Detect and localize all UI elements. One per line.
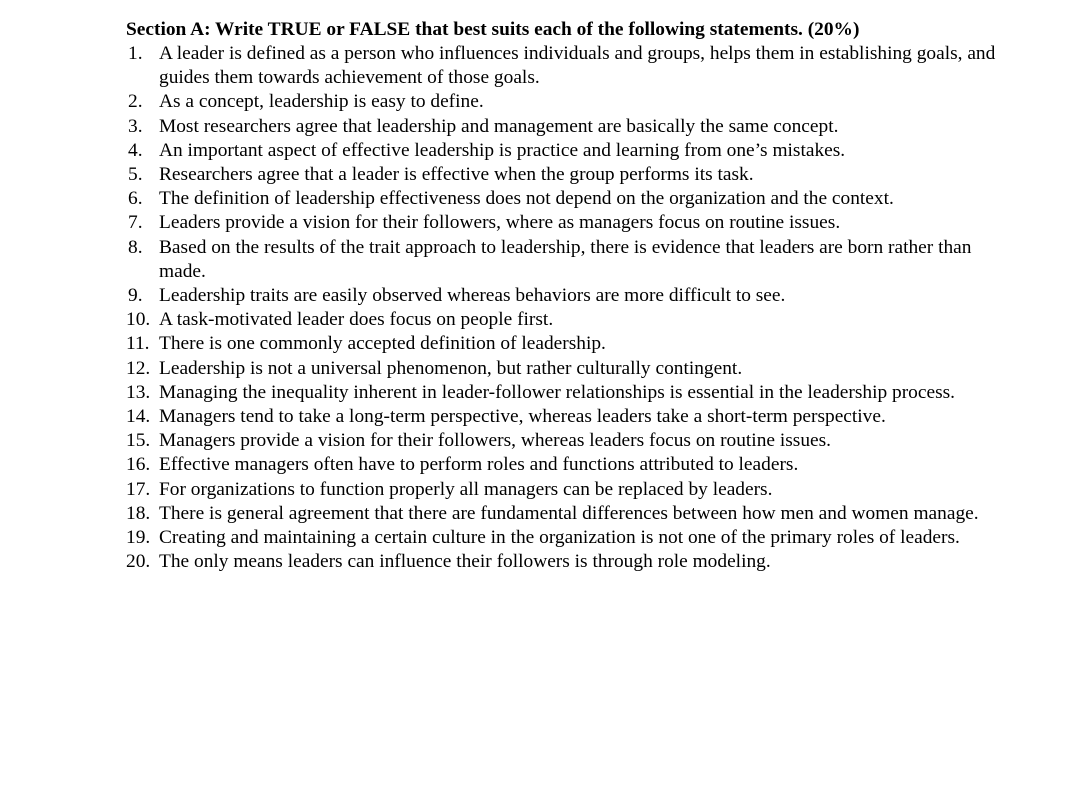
question-item bbox=[126, 502, 1006, 526]
question-item bbox=[126, 332, 1006, 356]
question-text: The definition of leadership effectiveness does not depend on the organization and the context. bbox=[159, 188, 894, 210]
question-number: 15. bbox=[126, 430, 151, 452]
question-list bbox=[126, 42, 1006, 574]
question-item bbox=[126, 453, 1006, 477]
question-text: The only means leaders can influence their followers is through role modeling. bbox=[159, 551, 771, 573]
question-number: 1. bbox=[128, 43, 143, 64]
question-number: 13. bbox=[126, 381, 151, 403]
question-item bbox=[126, 526, 1006, 550]
question-item bbox=[126, 308, 1006, 332]
question-number: 9. bbox=[128, 285, 143, 307]
question-number: 17. bbox=[126, 478, 151, 500]
question-item bbox=[126, 284, 1006, 308]
question-text: As a concept, leadership is easy to define. bbox=[159, 91, 484, 113]
question-number: 19. bbox=[126, 527, 151, 549]
question-number: 4. bbox=[128, 139, 143, 161]
question-text: There is general agreement that there are fundamental differences between how men and women manage. bbox=[159, 502, 979, 524]
question-item bbox=[126, 42, 1006, 90]
question-number: 12. bbox=[126, 357, 151, 379]
question-item bbox=[126, 163, 1006, 187]
question-number: 10. bbox=[126, 309, 151, 331]
question-text: A leader is defined as a person who influences individuals and groups, helps them in establishing goals, and guides them towards achievement of those goals. bbox=[159, 43, 996, 89]
question-item bbox=[126, 236, 1006, 284]
question-text: A task-motivated leader does focus on people first. bbox=[159, 309, 554, 331]
question-number: 20. bbox=[126, 551, 151, 573]
question-text: Managing the inequality inherent in leader-follower relationships is essential in the leadership process. bbox=[159, 381, 956, 403]
question-item bbox=[126, 187, 1006, 211]
question-text: An important aspect of effective leadership is practice and learning from one’s mistakes. bbox=[159, 139, 846, 161]
question-text: Leadership traits are easily observed whereas behaviors are more difficult to see. bbox=[159, 285, 786, 307]
question-item bbox=[126, 90, 1006, 114]
question-item bbox=[126, 478, 1006, 502]
question-item bbox=[126, 211, 1006, 235]
question-item bbox=[126, 429, 1006, 453]
question-text: Effective managers often have to perform roles and functions attributed to leaders. bbox=[159, 454, 799, 476]
question-number: 18. bbox=[126, 502, 151, 524]
question-item bbox=[126, 550, 1006, 574]
question-number: 3. bbox=[128, 115, 143, 137]
question-number: 5. bbox=[128, 164, 143, 186]
document-page bbox=[126, 18, 1006, 574]
question-number: 7. bbox=[128, 212, 143, 234]
question-number: 11. bbox=[126, 333, 150, 355]
question-text: Managers provide a vision for their followers, whereas leaders focus on routine issues. bbox=[159, 430, 832, 452]
question-text: For organizations to function properly all managers can be replaced by leaders. bbox=[159, 478, 773, 500]
question-number: 6. bbox=[128, 188, 143, 210]
question-number: 2. bbox=[128, 91, 143, 113]
question-text: Most researchers agree that leadership and management are basically the same concept. bbox=[159, 115, 839, 137]
question-text: Leadership is not a universal phenomenon, but rather culturally contingent. bbox=[159, 357, 743, 379]
section-title: Section A: Write TRUE or FALSE that best suits each of the following statements. (20%) bbox=[126, 19, 860, 40]
question-text: Creating and maintaining a certain culture in the organization is not one of the primary roles of leaders. bbox=[159, 527, 960, 549]
question-item bbox=[126, 405, 1006, 429]
question-text: Based on the results of the trait approach to leadership, there is evidence that leaders are born rather than made. bbox=[159, 236, 972, 282]
question-number: 16. bbox=[126, 454, 151, 476]
question-number: 14. bbox=[126, 406, 151, 428]
question-text: Managers tend to take a long-term perspective, whereas leaders take a short-term perspective. bbox=[159, 406, 886, 428]
question-item bbox=[126, 139, 1006, 163]
question-text: There is one commonly accepted definition of leadership. bbox=[159, 333, 606, 355]
question-number: 8. bbox=[128, 236, 143, 258]
question-text: Leaders provide a vision for their followers, where as managers focus on routine issues. bbox=[159, 212, 841, 234]
question-item bbox=[126, 115, 1006, 139]
question-item bbox=[126, 381, 1006, 405]
question-item bbox=[126, 357, 1006, 381]
question-text: Researchers agree that a leader is effective when the group performs its task. bbox=[159, 164, 754, 186]
